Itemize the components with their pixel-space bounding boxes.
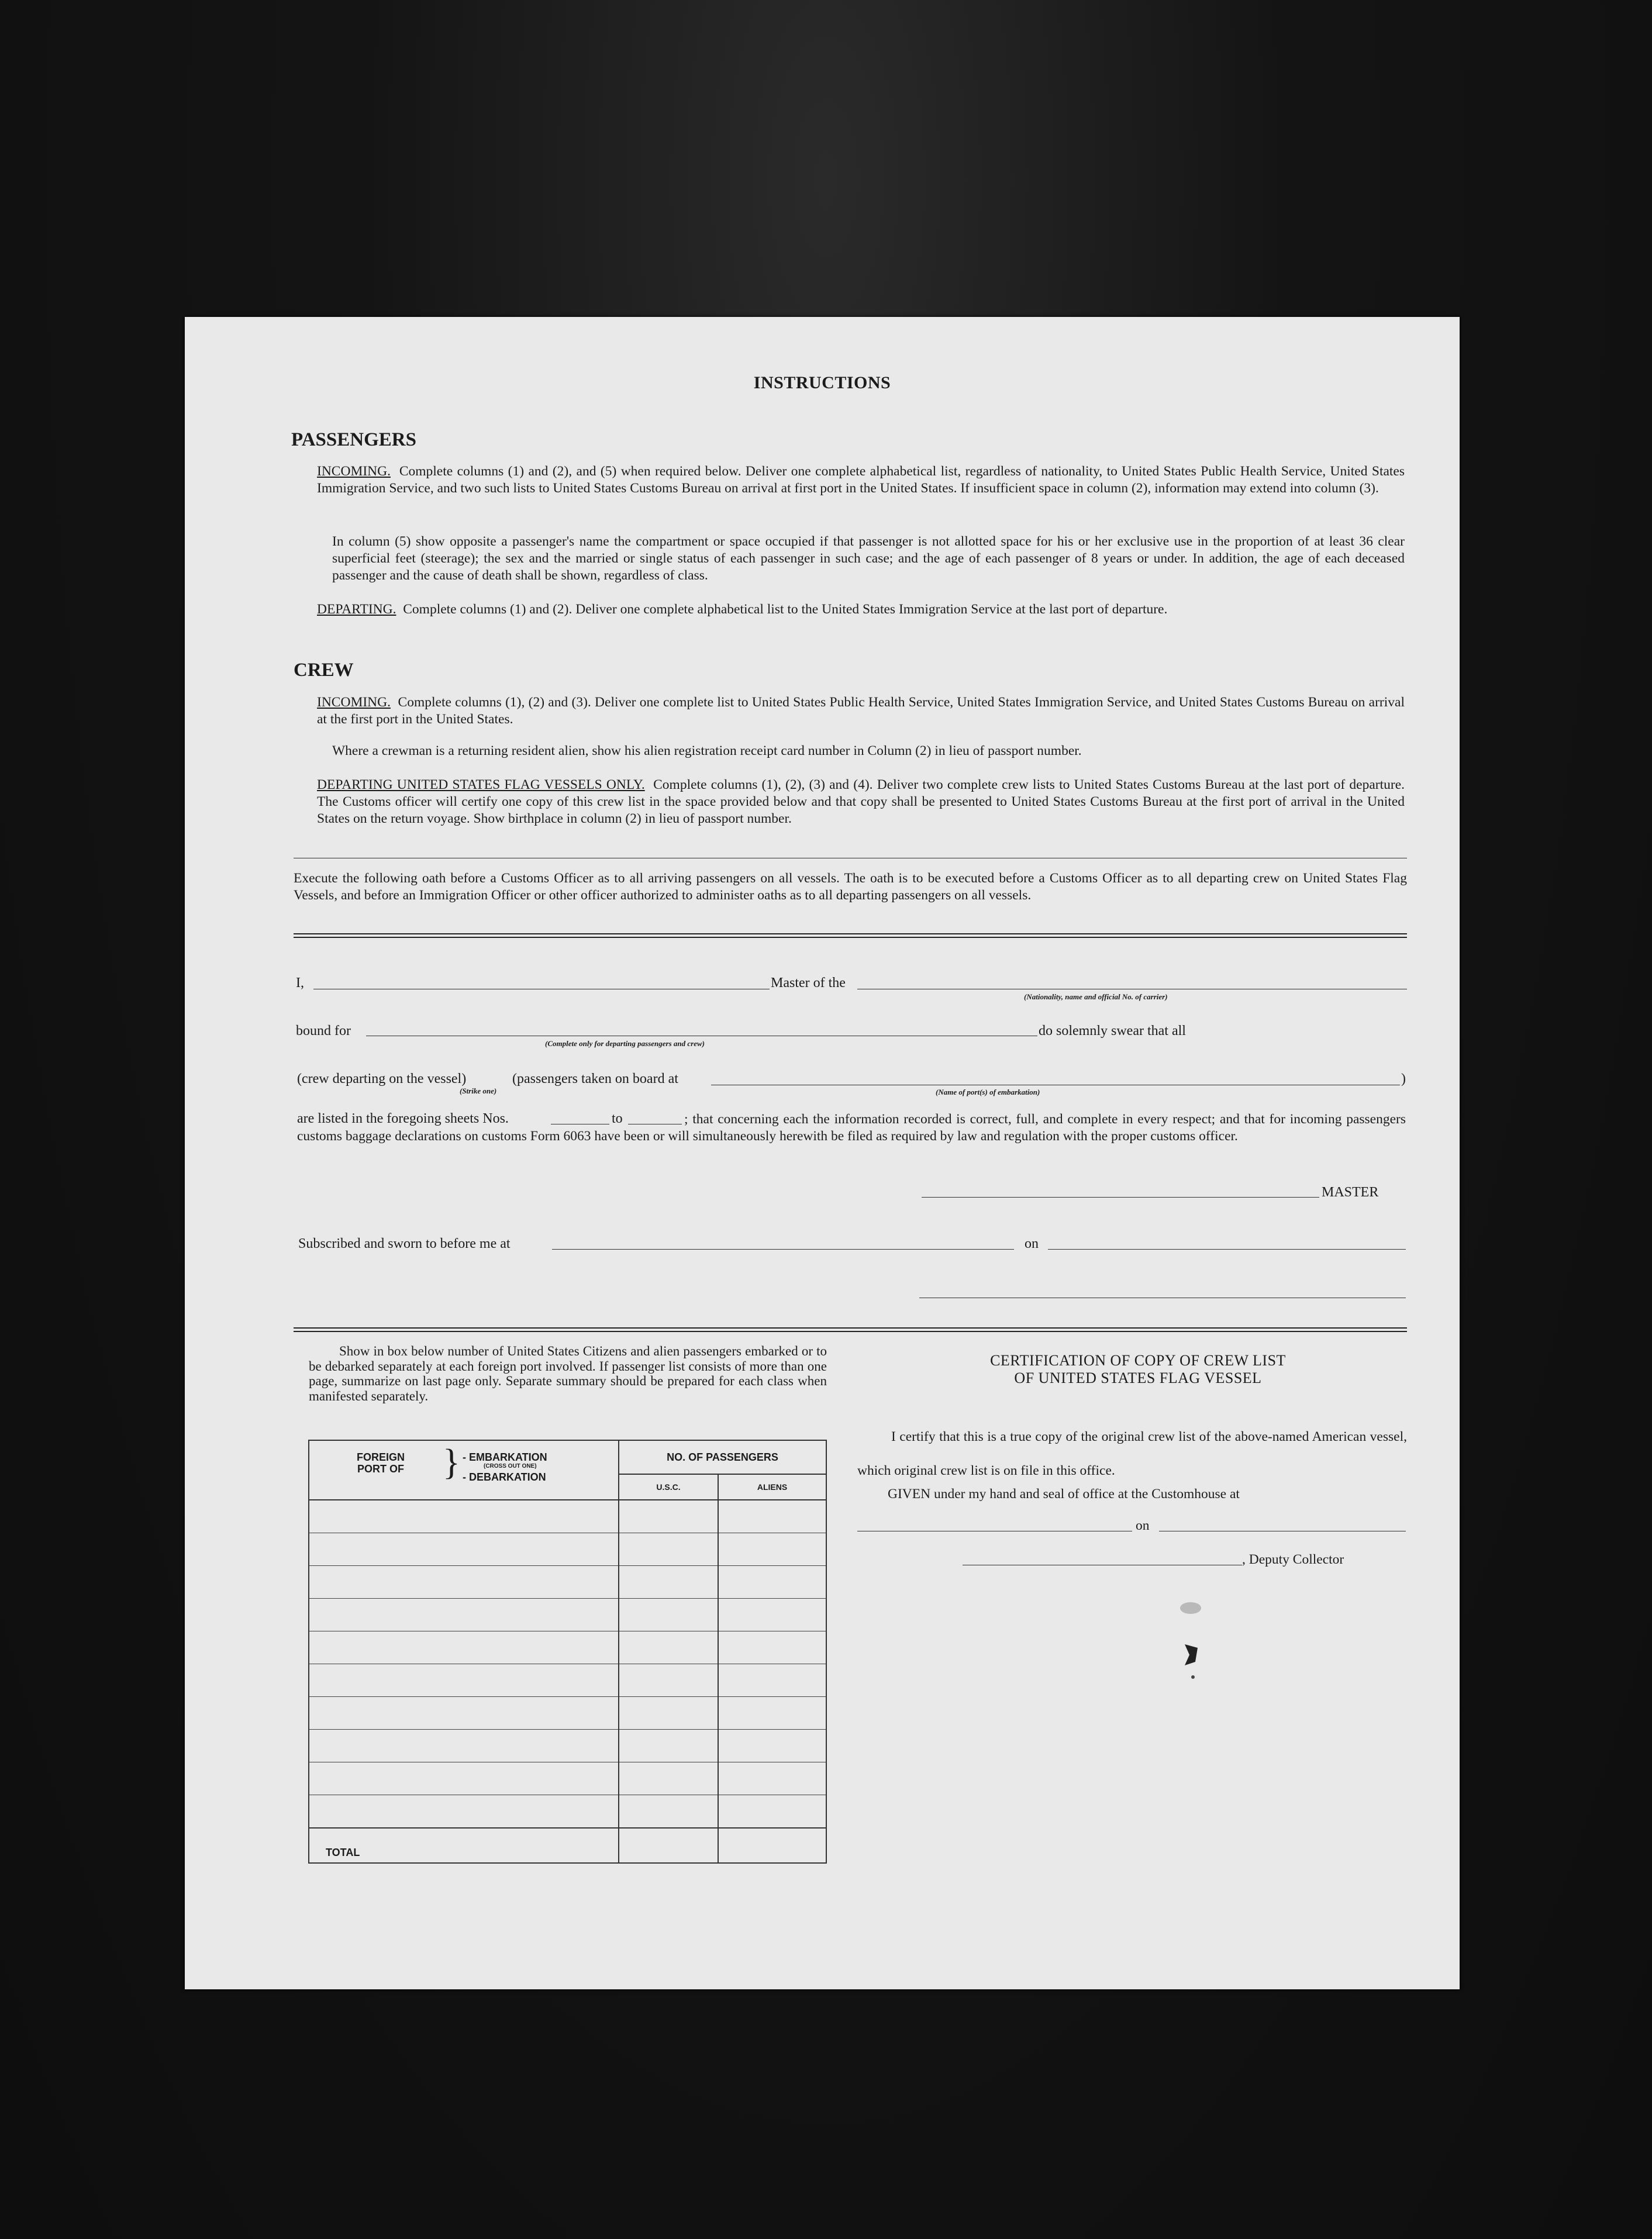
brace-glyph: } [443,1443,460,1482]
given-text: GIVEN under my hand and seal of office at the Customhouse at [888,1486,1240,1502]
master-label: MASTER [1322,1185,1379,1200]
crew-incoming-paragraph [317,694,1405,728]
oath-i-label: I, [296,975,304,991]
passengers-incoming-paragraph [317,463,1405,497]
embarkation-label: - EMBARKATION [463,1451,547,1463]
passengers-heading: PASSENGERS [291,429,416,450]
passengers-departing-paragraph [317,601,1405,618]
double-rule-bottom [294,937,1407,938]
no-of-passengers-header: NO. OF PASSENGERS [619,1440,826,1474]
total-label: TOTAL [309,1828,619,1863]
total-row [309,1828,826,1863]
listed-pre-label: are listed in the foregoing sheets Nos. [297,1111,509,1126]
summary-instruction: Show in box below number of United States Citizens and alien passengers embarked or to be debarked separately at each foreign port involved. If passenger list consists of more than one page, summarize on last page only. Separate summary should be prepared for each class when manifested separately. [309,1344,827,1403]
nationality-note: (Nationality, name and official No. of carrier) [1024,992,1168,1001]
crew-incoming-label: INCOMING. [317,695,391,710]
passenger-summary-table [308,1440,827,1864]
listed-post-text: ; that concerning each the information recorded is correct, full, and complete in every respect; and that for incoming passengers customs baggage declarations on customs Form 6063 have been or will simultaneously herewith be filed as required by law and regulation with the proper customs officer. [297,1112,1406,1144]
aliens-header: ALIENS [718,1474,826,1500]
seal-smudge-icon [1167,1592,1220,1691]
table-row [309,1697,826,1730]
subscribed-place-field[interactable] [552,1249,1014,1250]
page-title: INSTRUCTIONS [753,373,891,392]
foreign-port-of: FOREIGN PORT OF [356,1451,405,1475]
double-rule-top [294,933,1407,934]
crew-incoming-text: Complete columns (1), (2) and (3). Deliver one complete list to United States Public Health Service, United States Immigration Service, and United States Customs Bureau on arrival at the first port in the United States. [317,695,1405,727]
port-header-cell [309,1440,619,1500]
crew-resident-paragraph: Where a crewman is a returning resident alien, show his alien registration receipt card number in Column (2) in lieu of passport number. [332,743,1082,758]
passengers-departing-label: DEPARTING. [317,602,396,617]
crew-departing-paragraph [317,777,1405,827]
passengers-taken-option: (passengers taken on board at [512,1071,678,1086]
bound-for-label: bound for [296,1023,351,1039]
table-row [309,1631,826,1664]
certification-heading [869,1352,1407,1387]
close-paren: ) [1401,1071,1406,1086]
complete-only-note: (Complete only for departing passengers and crew) [545,1039,705,1048]
certify-paragraph: I certify that this is a true copy of the original crew list of the above-named American vessel, which original crew list is on file in this office. [857,1429,1407,1478]
document-page [185,317,1460,1989]
deputy-collector-label: , Deputy Collector [1242,1552,1344,1567]
subscribed-on-label: on [1025,1236,1039,1251]
passengers-incoming-text: Complete columns (1) and (2), and (5) when required below. Deliver one complete alphabetical list, regardless of nationality, to United States Public Health Service, United States Immigration Service, and two such lists to United States Customs Bureau on arrival at first port in the United States. If insufficient space in column (2), information may extend into column (3). [317,464,1405,496]
table-row [309,1566,826,1599]
table-row [309,1730,826,1762]
double-rule-2-top [294,1327,1407,1329]
passengers-incoming-label: INCOMING. [317,464,391,479]
port-note: (Name of port(s) of embarkation) [936,1088,1040,1096]
table-row [309,1533,826,1566]
master-signature-field[interactable] [922,1197,1319,1198]
table-row [309,1500,826,1533]
crew-heading: CREW [294,660,354,681]
table-row [309,1599,826,1631]
swear-label: do solemnly swear that all [1039,1023,1186,1039]
crew-departing-label: DEPARTING UNITED STATES FLAG VESSELS ONLY. [317,777,645,792]
debarkation-label: - DEBARKATION [463,1471,546,1483]
crew-departing-option: (crew departing on the vessel) [297,1071,467,1086]
table-row [309,1664,826,1697]
listed-to-label: to [612,1111,623,1126]
certification-heading-line2: OF UNITED STATES FLAG VESSEL [1014,1369,1262,1386]
oath-intro-paragraph: Execute the following oath before a Customs Officer as to all arriving passengers on all vessels. The oath is to be executed before a Customs Officer as to all departing crew on United States Flag Vessels, and before an Immigration Officer or other officer authorized to administer oaths as to all departing passengers on all vessels. [294,871,1407,903]
master-of-label: Master of the [771,975,846,991]
cross-out-one-note: (CROSS OUT ONE) [484,1463,537,1469]
subscribed-label: Subscribed and sworn to before me at [298,1236,511,1251]
table-row [309,1795,826,1829]
strike-one-note: (Strike one) [460,1086,497,1095]
certification-heading-line1: CERTIFICATION OF COPY OF CREW LIST [990,1352,1286,1369]
passengers-column5-paragraph: In column (5) show opposite a passenger's name the compartment or space occupied if that passenger is not allotted space for his or her exclusive use in the proportion of at least 36 clear superficial feet (steerage); the sex and the married or single status of each passenger in such case; and the age of each passenger of 8 years or under. In addition, the age of each deceased passenger and the cause of death shall be shown, regardless of class. [332,534,1405,583]
table-row [309,1762,826,1795]
double-rule-2-bottom [294,1331,1407,1332]
usc-header: U.S.C. [619,1474,718,1500]
passengers-departing-text: Complete columns (1) and (2). Deliver one complete alphabetical list to the United States Immigration Service at the last port of departure. [403,602,1168,617]
certification-on-label: on [1136,1518,1150,1533]
subscribed-date-field[interactable] [1048,1249,1406,1250]
crew-departing-text: Complete columns (1), (2), (3) and (4). Deliver two complete crew lists to United States Customs Bureau at the last port of departure. The Customs officer will certify one copy of this crew list in the space provided below and that copy shall be presented to United States Customs Bureau at the first port of arrival in the United States on the return voyage. Show birthplace in column (2) in lieu of passport number. [317,777,1405,826]
